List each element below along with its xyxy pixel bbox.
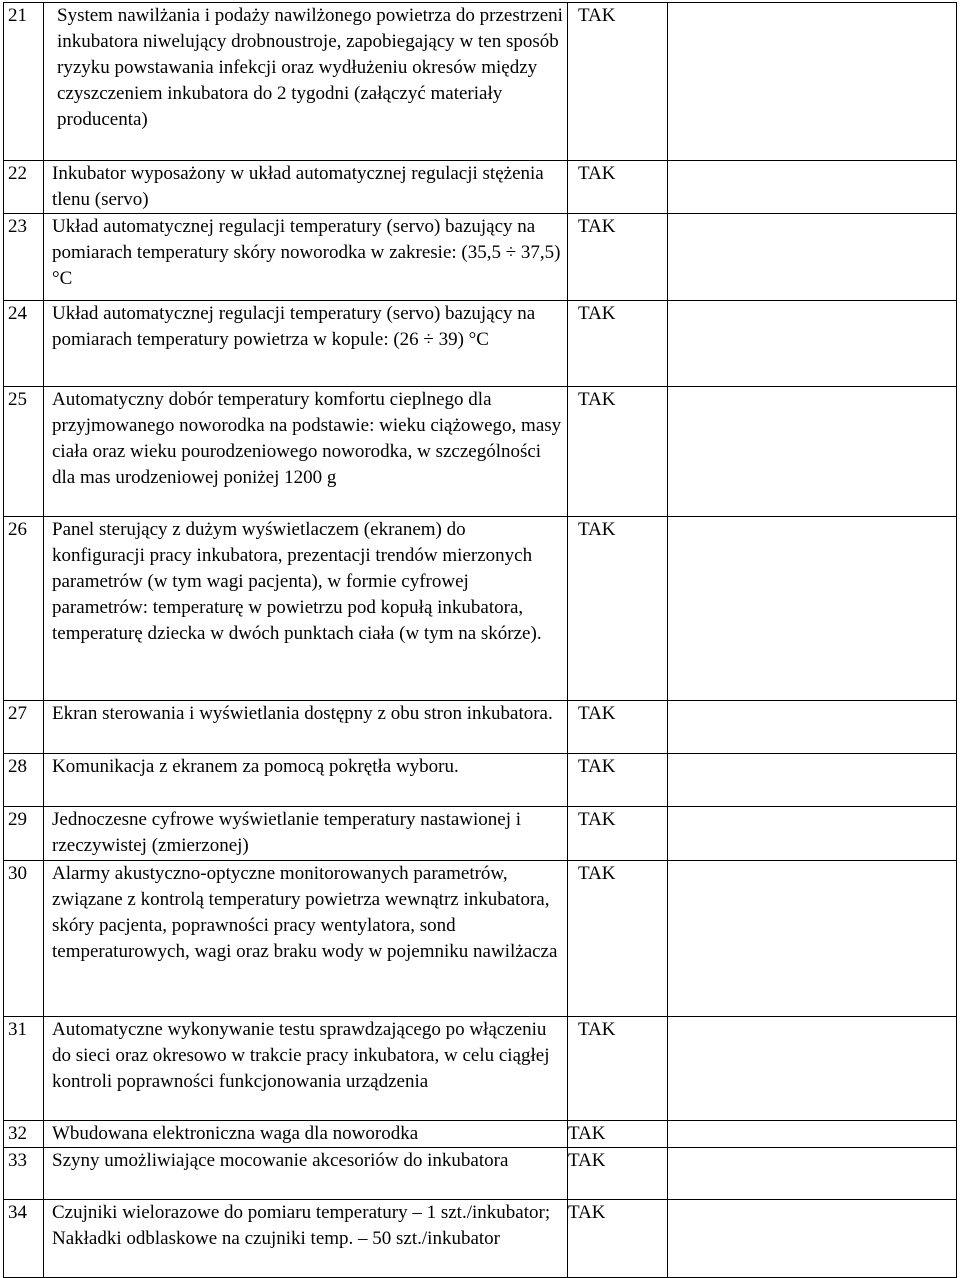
row-offer-cell <box>668 1148 957 1200</box>
row-value: TAK <box>568 754 668 807</box>
row-description: Jednoczesne cyfrowe wyświetlanie temperatury nastawionej i rzeczywistej (zmierzonej) <box>44 807 568 861</box>
row-description: Panel sterujący z dużym wyświetlaczem (ekranem) do konfiguracji pracy inkubatora, prezentacji trendów mierzonych parametrów (w tym wagi pacjenta), w formie cyfrowej parametrów: temperaturę w powietrzu pod kopułą inkubatora, temperaturę dziecka w dwóch punktach ciała (w tym na skórze). <box>44 517 568 701</box>
specification-table <box>3 2 957 1278</box>
row-description: Układ automatycznej regulacji temperatury (servo) bazujący na pomiarach temperatury powietrza w kopule: (26 ÷ 39) °C <box>44 301 568 387</box>
row-number: 33 <box>4 1148 44 1200</box>
row-value: TAK <box>568 861 668 1017</box>
row-description: Automatyczne wykonywanie testu sprawdzającego po włączeniu do sieci oraz okresowo w trakcie pracy inkubatora, w celu ciągłej kontroli poprawności funkcjonowania urządzenia <box>44 1017 568 1121</box>
row-number: 25 <box>4 387 44 517</box>
row-offer-cell <box>668 701 957 754</box>
row-value: TAK <box>568 1121 668 1148</box>
row-description: Inkubator wyposażony w układ automatycznej regulacji stężenia tlenu (servo) <box>44 161 568 214</box>
table-row <box>4 161 957 214</box>
table-row <box>4 517 957 701</box>
table-row <box>4 861 957 1017</box>
row-value: TAK <box>568 387 668 517</box>
row-offer-cell <box>668 387 957 517</box>
row-value: TAK <box>568 3 668 161</box>
row-value: TAK <box>568 807 668 861</box>
table-row <box>4 1121 957 1148</box>
row-number: 31 <box>4 1017 44 1121</box>
row-description: Alarmy akustyczno-optyczne monitorowanych parametrów, związane z kontrolą temperatury powietrza wewnątrz inkubatora, skóry pacjenta, poprawności pracy wentylatora, sond temperaturowych, wagi oraz braku wody w pojemniku nawilżacza <box>44 861 568 1017</box>
row-description: Czujniki wielorazowe do pomiaru temperatury – 1 szt./inkubator; Nakładki odblaskowe na czujniki temp. – 50 szt./inkubator <box>44 1200 568 1278</box>
table-row <box>4 301 957 387</box>
row-number: 23 <box>4 214 44 301</box>
row-description: Ekran sterowania i wyświetlania dostępny z obu stron inkubatora. <box>44 701 568 754</box>
row-description: Układ automatycznej regulacji temperatury (servo) bazujący na pomiarach temperatury skóry noworodka w zakresie: (35,5 ÷ 37,5) °C <box>44 214 568 301</box>
table-row <box>4 1200 957 1278</box>
row-offer-cell <box>668 1200 957 1278</box>
table-row <box>4 754 957 807</box>
row-number: 34 <box>4 1200 44 1278</box>
row-value: TAK <box>568 517 668 701</box>
table-row <box>4 387 957 517</box>
row-offer-cell <box>668 161 957 214</box>
row-value: TAK <box>568 1200 668 1278</box>
row-description: System nawilżania i podaży nawilżonego powietrza do przestrzeni inkubatora niwelujący drobnoustroje, zapobiegający w ten sposób ryzyku powstawania infekcji oraz wydłużeniu okresów między czyszczeniem inkubatora do 2 tygodni (załączyć materiały producenta) <box>44 3 568 161</box>
row-number: 24 <box>4 301 44 387</box>
table-row <box>4 214 957 301</box>
table-row <box>4 3 957 161</box>
row-offer-cell <box>668 807 957 861</box>
row-number: 22 <box>4 161 44 214</box>
row-value: TAK <box>568 1017 668 1121</box>
row-value: TAK <box>568 1148 668 1200</box>
row-number: 27 <box>4 701 44 754</box>
row-offer-cell <box>668 517 957 701</box>
row-description: Automatyczny dobór temperatury komfortu cieplnego dla przyjmowanego noworodka na podstawie: wieku ciążowego, masy ciała oraz wieku pourodzeniowego noworodka, w szczególności dla mas urodzeniowej poniżej 1200 g <box>44 387 568 517</box>
row-description: Komunikacja z ekranem za pomocą pokrętła wyboru. <box>44 754 568 807</box>
row-value: TAK <box>568 214 668 301</box>
row-description: Wbudowana elektroniczna waga dla noworodka <box>44 1121 568 1148</box>
row-offer-cell <box>668 214 957 301</box>
table-row <box>4 1148 957 1200</box>
row-offer-cell <box>668 3 957 161</box>
row-number: 30 <box>4 861 44 1017</box>
row-offer-cell <box>668 1121 957 1148</box>
table-row <box>4 807 957 861</box>
row-offer-cell <box>668 301 957 387</box>
row-offer-cell <box>668 861 957 1017</box>
table-row <box>4 701 957 754</box>
row-number: 29 <box>4 807 44 861</box>
row-number: 28 <box>4 754 44 807</box>
row-value: TAK <box>568 301 668 387</box>
row-description: Szyny umożliwiające mocowanie akcesoriów do inkubatora <box>44 1148 568 1200</box>
row-value: TAK <box>568 161 668 214</box>
row-number: 32 <box>4 1121 44 1148</box>
row-number: 21 <box>4 3 44 161</box>
row-offer-cell <box>668 1017 957 1121</box>
row-number: 26 <box>4 517 44 701</box>
row-value: TAK <box>568 701 668 754</box>
row-offer-cell <box>668 754 957 807</box>
table-row <box>4 1017 957 1121</box>
